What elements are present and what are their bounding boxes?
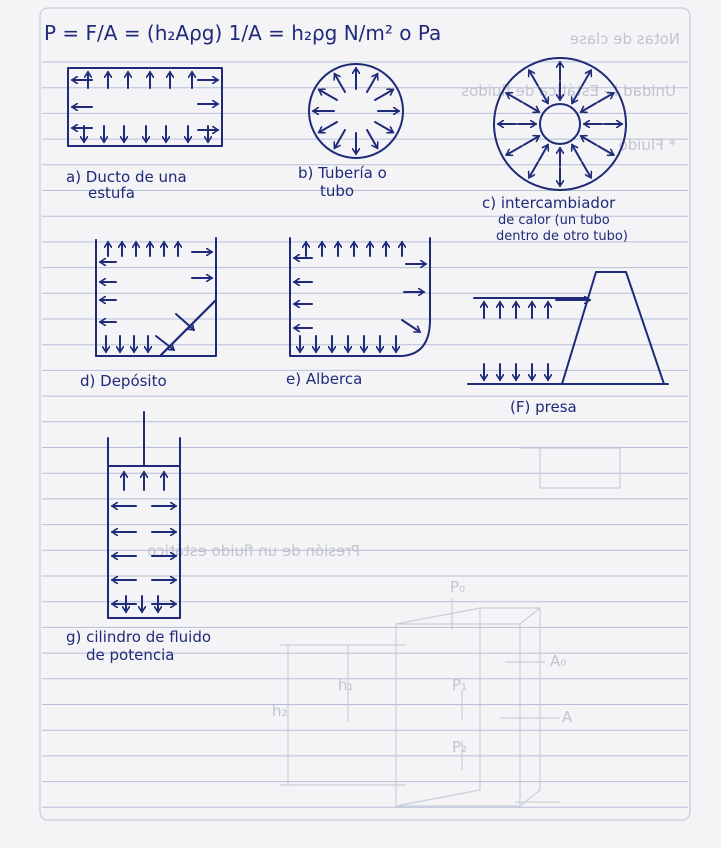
- diagram-b-tuberia: [309, 64, 403, 158]
- caption-g-line1: g) cilindro de fluido: [66, 628, 212, 646]
- bleed-prism-side: [396, 624, 520, 806]
- alberca-arrow-diag: [402, 320, 420, 332]
- tuberia-arrow: [375, 122, 393, 133]
- inner-tube: [540, 104, 580, 144]
- deposito-arrows: [100, 242, 212, 352]
- tuberia-arrow: [367, 74, 378, 92]
- diagram-a-ducto: [68, 68, 222, 146]
- bleed-prism-back: [520, 608, 540, 806]
- ducto-arrows-up: [88, 72, 192, 88]
- bleed-heading-2: Unidad I - Estática de fluidos: [461, 82, 676, 100]
- outer-arrow: [598, 146, 614, 155]
- caption-e: e) Alberca: [286, 370, 363, 388]
- presa-arrows: [484, 300, 590, 380]
- caption-f: (F) presa: [510, 398, 577, 416]
- inner-arrow: [524, 136, 540, 145]
- bleed-fluido: * Fluido: [618, 136, 676, 154]
- bleed-block: [540, 448, 620, 488]
- tuberia-arrow: [335, 74, 346, 92]
- tuberia-arrows: [313, 68, 399, 154]
- bleed-label-p0: P₀: [450, 578, 466, 596]
- bleed-label-p1: P₁: [452, 676, 468, 694]
- pressure-formula: P = F/A = (h₂Aρg) 1/A = h₂ρg N/m² o Pa: [44, 21, 442, 45]
- deposito-walls: [96, 238, 216, 356]
- bleed-label-h1: h₁: [338, 676, 354, 694]
- bleed-label-a: A: [562, 708, 573, 726]
- tuberia-arrow: [319, 90, 337, 101]
- diagram-e-alberca: [290, 238, 430, 356]
- caption-d: d) Depósito: [80, 372, 167, 390]
- inner-arrow: [581, 136, 597, 145]
- alberca-outline: [290, 238, 430, 356]
- caption-c-line2: de calor (un tubo: [498, 213, 610, 228]
- page-border: [40, 8, 690, 820]
- inner-arrow: [572, 145, 581, 161]
- caption-c-line3: dentro de otro tubo): [496, 229, 628, 244]
- caption-b-line2: tubo: [320, 182, 355, 200]
- diagram-c-intercambiador: [494, 58, 626, 190]
- diagram-f-presa: [468, 272, 668, 384]
- alberca-arrows: [294, 242, 426, 352]
- diagram-g-cilindro: [108, 412, 180, 618]
- deposito-arrow-diag: [156, 336, 174, 350]
- outer-arrow: [506, 146, 522, 155]
- caption-a-line2: estufa: [88, 184, 135, 202]
- tuberia-arrow: [319, 122, 337, 133]
- caption-g-line2: de potencia: [86, 646, 175, 664]
- bleed-presion-title: Presión de un fluido estático: [147, 542, 360, 560]
- tuberia-arrow: [375, 90, 393, 101]
- deposito-outline-a: [96, 240, 216, 356]
- bleed-label-p2: P₂: [452, 738, 468, 756]
- bleed-prism-front: [396, 608, 480, 806]
- bleed-label-h2: h₂: [272, 702, 288, 720]
- inner-arrow: [539, 145, 548, 161]
- intercambiador-arrows: [498, 62, 622, 186]
- caption-c-line1: c) intercambiador: [482, 194, 616, 212]
- diagram-d-deposito: [96, 238, 216, 356]
- bleed-heading-1: Notas de clase: [569, 30, 680, 48]
- inner-arrow: [524, 103, 540, 112]
- presa-trapezoid: [562, 272, 664, 384]
- inner-arrow: [581, 103, 597, 112]
- caption-b-line1: b) Tubería o: [298, 164, 387, 182]
- caption-a-line1: a) Ducto de una: [66, 168, 187, 186]
- deposito-arrow-diag: [176, 314, 194, 330]
- bleed-label-a0: A₀: [550, 652, 567, 670]
